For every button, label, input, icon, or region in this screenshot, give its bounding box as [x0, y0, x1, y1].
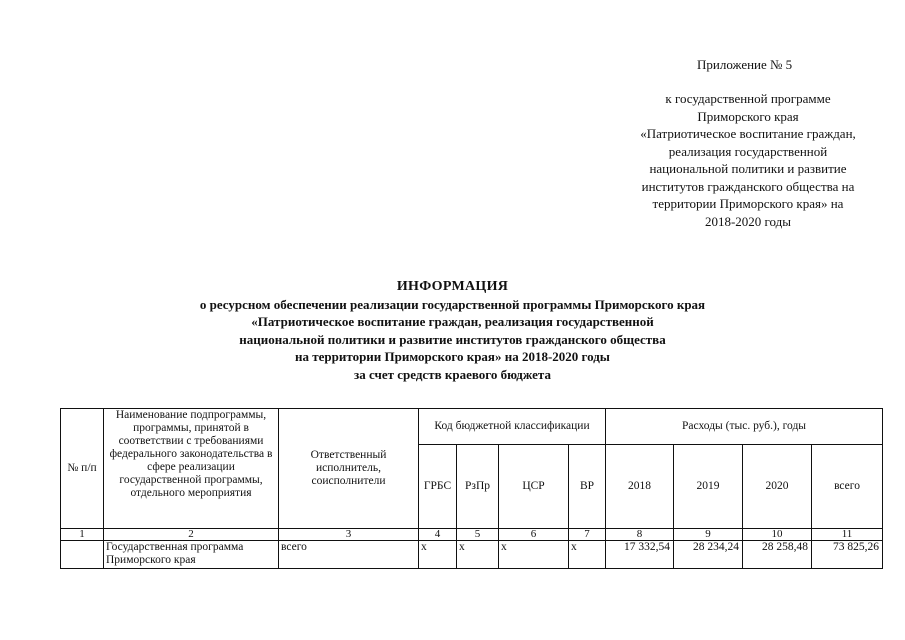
header-name: Наименование подпрограммы, программы, принятой в соответствии с требованиями федерального законодательства в сфере реализации государственной программы, отдельного мероприятия	[104, 409, 279, 529]
column-number: 2	[104, 529, 279, 541]
appendix-line: национальной политики и развитие	[649, 161, 847, 176]
header-2018: 2018	[606, 445, 674, 529]
column-number: 10	[743, 529, 812, 541]
header-csr: ЦСР	[499, 445, 569, 529]
cell-2018: 17 332,54	[606, 541, 674, 569]
header-row	[61, 409, 883, 445]
column-number: 5	[457, 529, 499, 541]
title-line: на территории Приморского края» на 2018-2020 годы	[295, 349, 610, 365]
header-vr: ВР	[569, 445, 606, 529]
header-total: всего	[812, 445, 883, 529]
cell-total: 73 825,26	[812, 541, 883, 569]
column-number-row	[61, 529, 883, 541]
cell-vr: x	[569, 541, 606, 569]
cell-2020: 28 258,48	[743, 541, 812, 569]
appendix-reference	[598, 90, 898, 230]
column-number: 1	[61, 529, 104, 541]
header-2020: 2020	[743, 445, 812, 529]
column-number: 3	[279, 529, 419, 541]
column-number: 4	[419, 529, 457, 541]
header-rzpr: РзПр	[457, 445, 499, 529]
table-row	[61, 541, 883, 569]
cell-name: Государственная программа Приморского края	[104, 541, 279, 569]
header-executor: Ответственный исполнитель, соисполнители	[279, 409, 419, 529]
column-number: 9	[674, 529, 743, 541]
cell-num	[61, 541, 104, 569]
title-line: за счет средств краевого бюджета	[354, 366, 551, 382]
title-line: «Патриотическое воспитание граждан, реализация государственной	[251, 314, 654, 330]
header-budget-code: Код бюджетной классификации	[419, 409, 606, 445]
column-number: 6	[499, 529, 569, 541]
title-line: национальной политики и развитие институтов гражданского общества	[239, 331, 666, 347]
header-2019: 2019	[674, 445, 743, 529]
cell-grbs: x	[419, 541, 457, 569]
appendix-line: реализация государственной	[668, 143, 828, 159]
cell-2019: 28 234,24	[674, 541, 743, 569]
column-number: 8	[606, 529, 674, 541]
header-num: № п/п	[61, 409, 104, 529]
title-main: ИНФОРМАЦИЯ	[396, 279, 509, 294]
column-number: 7	[569, 529, 606, 541]
appendix-line: 2018-2020 годы	[704, 213, 792, 229]
appendix-line: территории Приморского края» на	[652, 196, 844, 211]
cell-csr: x	[499, 541, 569, 569]
appendix-line: институтов гражданского общества на	[641, 178, 855, 194]
cell-executor: всего	[279, 541, 419, 569]
column-number: 11	[812, 529, 883, 541]
appendix-line: к государственной программе	[665, 91, 831, 106]
appendix-number: Приложение № 5	[697, 57, 793, 72]
header-grbs: ГРБС	[419, 445, 457, 529]
title-line: о ресурсном обеспечении реализации государственной программы Приморского края	[199, 296, 706, 312]
header-expenses: Расходы (тыс. руб.), годы	[606, 409, 883, 445]
resource-table	[60, 408, 883, 569]
appendix-line: Приморского края	[697, 108, 799, 124]
cell-rzpr: x	[457, 541, 499, 569]
appendix-line: «Патриотическое воспитание граждан,	[640, 126, 856, 141]
document-title	[0, 278, 905, 384]
